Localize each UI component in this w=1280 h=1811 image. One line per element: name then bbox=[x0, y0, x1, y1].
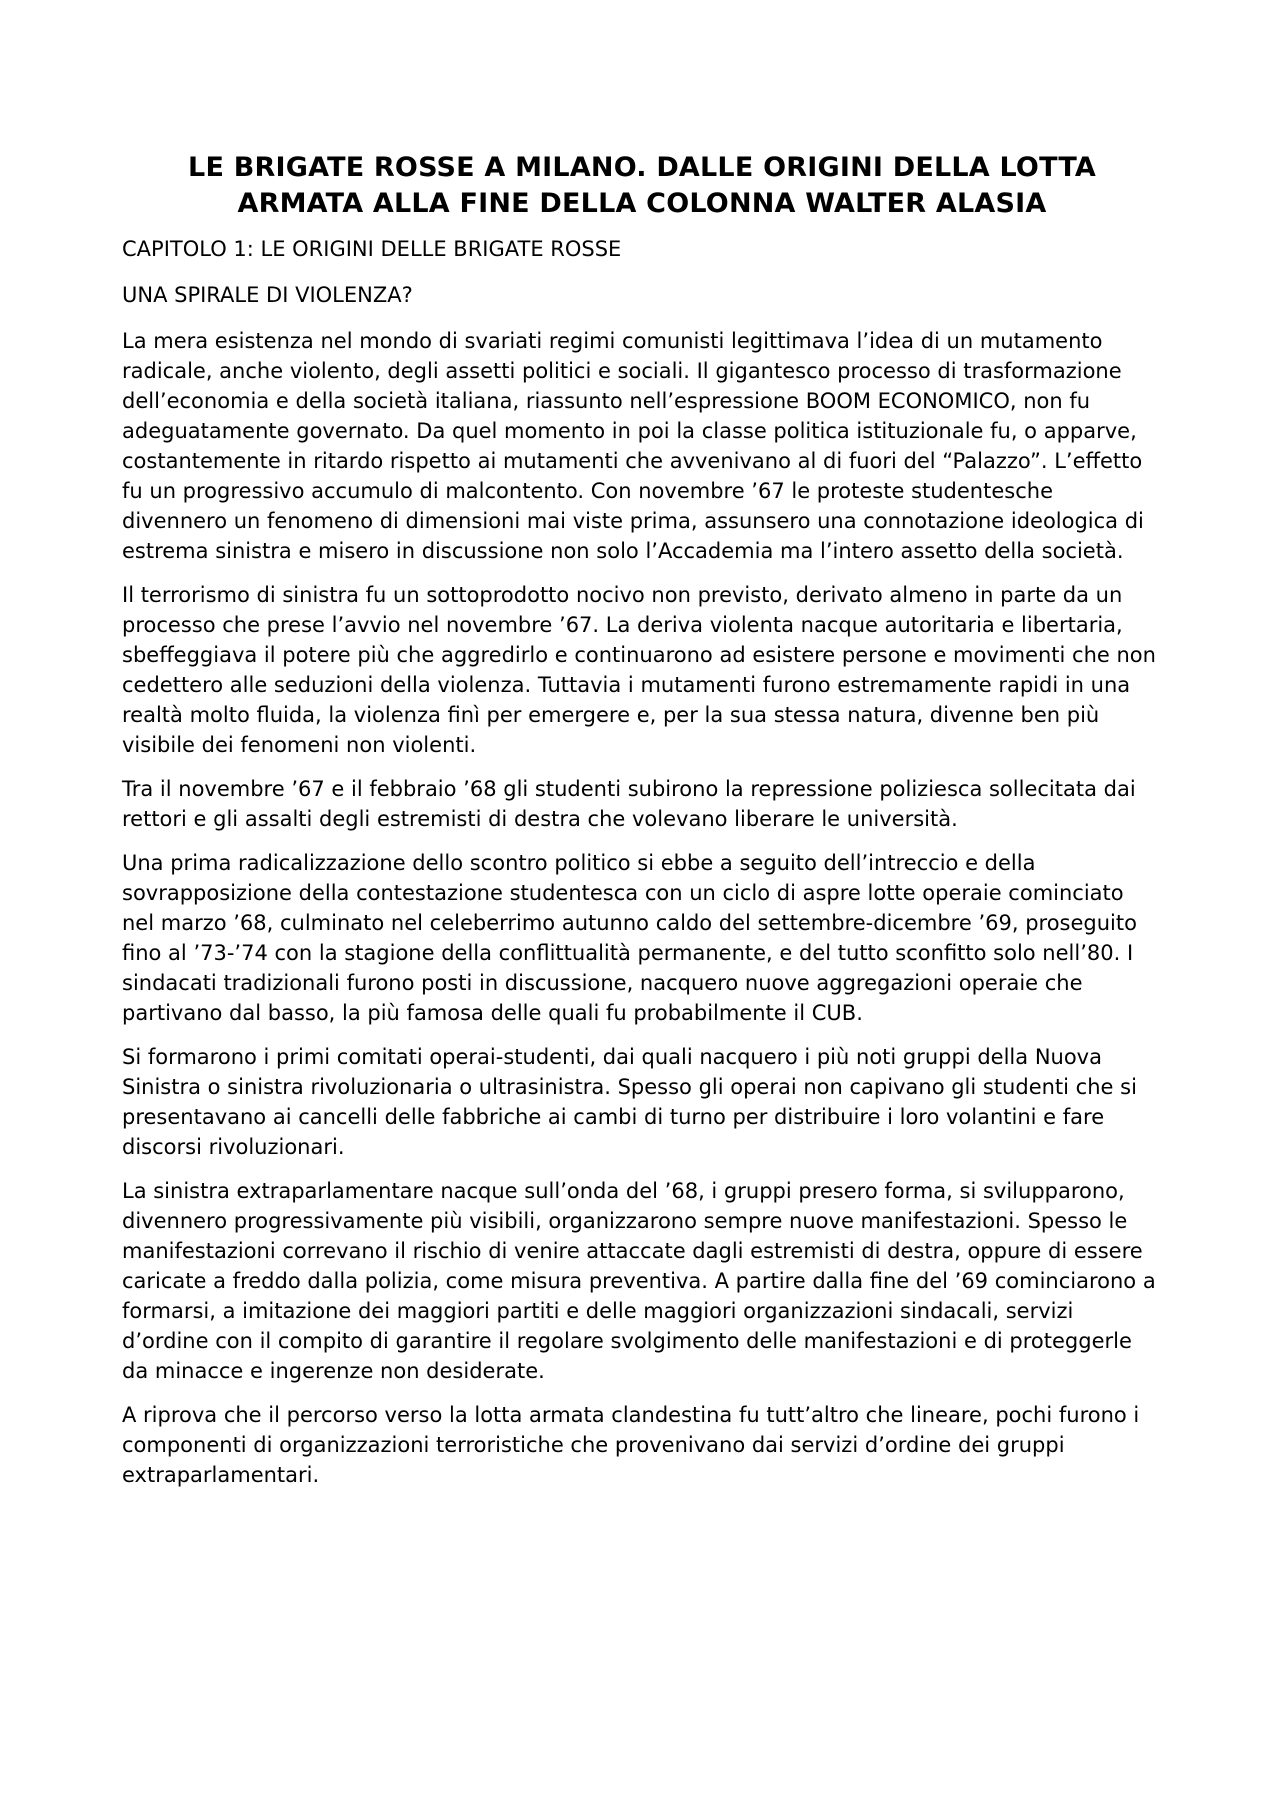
paragraph-2: Il terrorismo di sinistra fu un sottoprodotto nocivo non previsto, derivato almeno in parte da un processo che prese l’avvio nel novembre ’67. La deriva violenta nacque autoritaria e libertaria, sbeffeggiava il potere più che aggredirlo e continuarono ad esistere persone e movimenti che non cedettero alle seduzioni della violenza. Tuttavia i mutamenti furono estremamente rapidi in una realtà molto fluida, la violenza finì per emergere e, per la sua stessa natura, divenne ben più visibile dei fenomeni non violenti. bbox=[122, 583, 1156, 757]
paragraph-5: Si formarono i primi comitati operai-studenti, dai quali nacquero i più noti gruppi della Nuova Sinistra o sinistra rivoluzionaria o ultrasinistra. Spesso gli operai non capivano gli studenti che si presentavano ai cancelli delle fabbriche ai cambi di turno per distribuire i loro volantini e fare discorsi rivoluzionari. bbox=[122, 1045, 1137, 1159]
paragraph-4: Una prima radicalizzazione dello scontro politico si ebbe a seguito dell’intreccio e della sovrapposizione della contestazione studentesca con un ciclo di aspre lotte operaie cominciato nel marzo ’68, culminato nel celeberrimo autunno caldo del settembre-dicembre ’69, proseguito fino al ’73-’74 con la stagione della conflittualità permanente, e del tutto sconfitto solo nell’80. I sindacati tradizionali furono posti in discussione, nacquero nuove aggregazioni operaie che partivano dal basso, la più famosa delle quali fu probabilmente il CUB. bbox=[122, 851, 1137, 1025]
paragraph-1: La mera esistenza nel mondo di svariati regimi comunisti legittimava l’idea di un mutamento radicale, anche violento, degli assetti politici e sociali. Il gigantesco processo di trasformazione dell’economia e della società italiana, riassunto nell’espressione BOOM ECONOMICO, non fu adeguatamente governato. Da quel momento in poi la classe politica istituzionale fu, o apparve, costantemente in ritardo rispetto ai mutamenti che avvenivano al di fuori del “Palazzo”. L’effetto fu un progressivo accumulo di malcontento. Con novembre ’67 le proteste studentesche divennero un fenomeno di dimensioni mai viste prima, assunsero una connotazione ideologica di estrema sinistra e misero in discussione non solo l’Accademia ma l’intero assetto della società. bbox=[122, 329, 1144, 563]
document-page bbox=[122, 150, 1162, 1504]
section-heading: UNA SPIRALE DI VIOLENZA? bbox=[122, 283, 413, 307]
paragraph-7: A riprova che il percorso verso la lotta armata clandestina fu tutt’altro che lineare, pochi furono i componenti di organizzazioni terroristiche che provenivano dai servizi d’ordine dei gruppi extraparlamentari. bbox=[122, 1403, 1140, 1487]
paragraph-3: Tra il novembre ’67 e il febbraio ’68 gli studenti subirono la repressione poliziesca sollecitata dai rettori e gli assalti degli estremisti di destra che volevano liberare le università. bbox=[122, 777, 1136, 831]
document-title-line-2: ARMATA ALLA FINE DELLA COLONNA WALTER ALASIA bbox=[237, 188, 1047, 219]
document-title-line-1: LE BRIGATE ROSSE A MILANO. DALLE ORIGINI DELLA LOTTA bbox=[188, 152, 1096, 183]
chapter-heading: CAPITOLO 1: LE ORIGINI DELLE BRIGATE ROSSE bbox=[122, 237, 622, 261]
document-title bbox=[122, 150, 1162, 222]
paragraph-6: La sinistra extraparlamentare nacque sull’onda del ’68, i gruppi presero forma, si svilupparono, divennero progressivamente più visibili, organizzarono sempre nuove manifestazioni. Spesso le manifestazioni correvano il rischio di venire attaccate dagli estremisti di destra, oppure di essere caricate a freddo dalla polizia, come misura preventiva. A partire dalla fine del ’69 cominciarono a formarsi, a imitazione dei maggiori partiti e delle maggiori organizzazioni sindacali, servizi d’ordine con il compito di garantire il regolare svolgimento delle manifestazioni e di proteggerle da minacce e ingerenze non desiderate. bbox=[122, 1179, 1156, 1383]
